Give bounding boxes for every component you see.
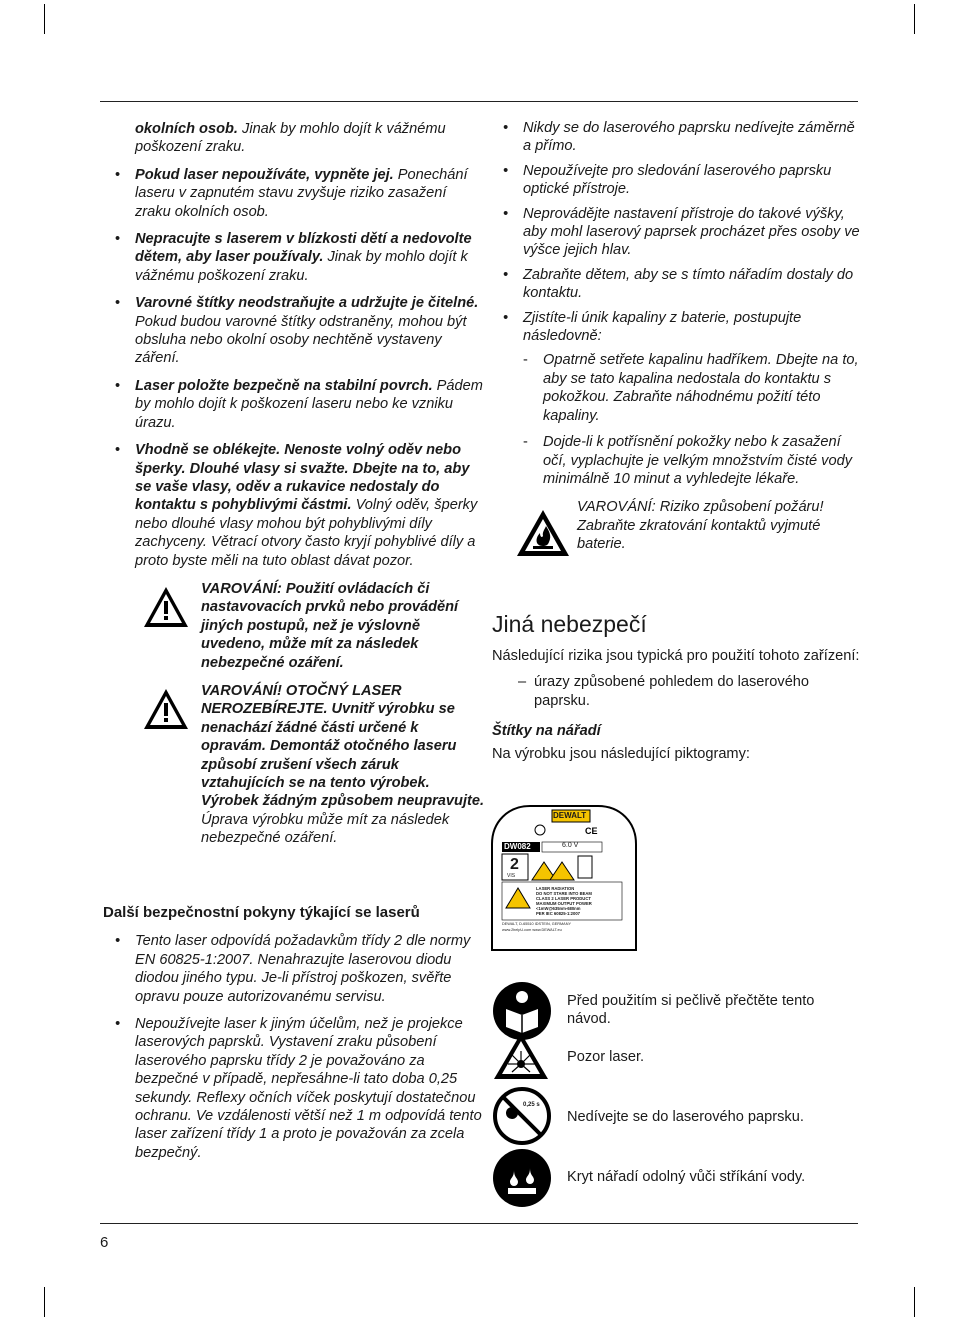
bullet-text: Jinak by mohlo dojít k vážnému poškození zraku. <box>135 121 446 156</box>
bullet-text: Varovné štítky neodstraňujte a udržujte je čitelné. <box>135 295 479 312</box>
warning-triangle-icon <box>143 688 189 730</box>
right-bullet <box>503 266 863 303</box>
pictogram-time: 0,25 s <box>523 1102 540 1108</box>
dash-text: Dojde-li k potřísnění pokožky nebo k zasažení očí, vyplachujte je velkým množstvím čisté vody minimálně 10 minut a vyhledejte lékaře. <box>543 434 853 487</box>
fire-warning-text: VAROVÁNÍ: Riziko způsobení požáru! Zabraňte zkratování kontaktů vyjmuté baterie. <box>577 499 824 553</box>
section-bullet <box>115 932 483 1006</box>
bullet-item <box>115 166 485 221</box>
dash-text: Opatrně setřete kapalinu hadříkem. Dbejte na to, aby se tato kapalina nedostala do kontaktu s pokožkou. Zabraňte náhodnému požití této kapaliny. <box>543 352 859 424</box>
bullet-item <box>115 294 485 368</box>
bullet-text: Vhodně se oblékejte. Nenoste volný oděv nebo šperky. Dlouhé vlasy si svažte. Dbejte na to, aby se vaše vlasy, oděv a rukavice nedostaly do kontaktu s pohyblivými částmi. <box>135 442 470 514</box>
label-brand: DEWALT <box>553 811 587 820</box>
risk-item-text: úrazy způsobené pohledem do laserového paprsku. <box>534 674 810 709</box>
warning-text-part: Úprava výrobku může mít za následek nebezpečné ozáření. <box>201 811 450 847</box>
risk-item <box>492 673 862 710</box>
right-bullet-text: Zjistíte-li únik kapaliny z baterie, postupujte následovně: <box>523 309 802 345</box>
pictogram-text-laser: Pozor laser. <box>567 1049 645 1065</box>
pictogram-text-read: Před použitím si pečlivě přečtěte tento návod. <box>567 993 815 1028</box>
label-voltage: 6.0 V <box>562 842 579 849</box>
other-hazards-intro: Následující rizika jsou typická pro použití tohoto zařízení: <box>492 648 860 664</box>
warning-block <box>135 682 485 848</box>
bullet-text: okolních osob. <box>135 121 238 137</box>
right-dashes <box>515 351 863 488</box>
warning-text-part: VAROVÁNÍ: Použití ovládacích či nastavovacích prvků nebo provádění jiných postupů, než je výslovně uvedeno, může mít za následek nebezpečné ozáření. <box>201 580 459 671</box>
bullet-text: Pokud laser nepoužíváte, vypněte jej. <box>135 166 394 183</box>
section-bullet-text: Nepoužívejte laser k jiným účelům, než je projekce laserových paprsků. Vystavení zraku působení laserového paprsku třídy 2 je považováno za bezpečné v případě, nepřesáhne-li tato doba 0,25 sekundy. Reflexy očních víček poskytují dostatečnou ochranu. Ve vzdálenosti větší než 1 m odpovídá tento laser zařízení třídy 1 a proto je považován za zcela bezpečný. <box>135 1016 482 1161</box>
bullet-mark: • <box>115 1016 121 1033</box>
crop-mark <box>44 4 45 34</box>
bullet-mark: • <box>503 266 509 283</box>
bullet-mark: • <box>503 120 509 136</box>
right-bullet <box>503 309 863 346</box>
warning-text-part: VAROVÁNÍ! OTOČNÝ LASER NEROZEBÍREJTE. Uvnitř výrobku se nenachází žádné části určené k opravám. Demontáž otočného laseru způsobí zrušení všech záruk vztahujících se na tento výrobek. Výrobek žádným způsobem neupravujte. <box>201 682 485 810</box>
dash-mark: – <box>518 674 527 691</box>
right-column <box>503 119 863 560</box>
right-bullet <box>503 205 863 260</box>
fire-warning <box>503 498 863 553</box>
page-number: 6 <box>100 1234 109 1251</box>
right-bullet <box>503 119 863 156</box>
bullet-text: Pádem by mohlo dojít k poškození laseru nebo ke vzniku úrazu. <box>135 377 483 431</box>
footer-rule <box>100 1223 858 1224</box>
bullet-mark: • <box>115 231 121 248</box>
bullet-mark: • <box>503 309 509 326</box>
bullet-text: Ponechání laseru v zapnutém stavu zvyšuje riziko zasažení zraku okolních osob. <box>135 166 468 220</box>
bullet-text: Volný oděv, šperky nebo dlouhé vlasy mohou být pohyblivými díly zachyceny. Větrací otvory často kryjí pohyblivé díly a proto byste měli na tuto oblast dávat pozor. <box>135 497 478 569</box>
svg-text:CE: CE <box>585 826 598 836</box>
label-class: 2 <box>510 856 519 873</box>
label-vis: VIS <box>507 873 516 879</box>
crop-mark <box>914 4 915 34</box>
warning-text <box>201 580 485 672</box>
right-bullet-text: Nepoužívejte pro sledování laserového paprsku optické přístroje. <box>523 162 832 198</box>
warning-block <box>135 580 485 672</box>
label-address: DEWALT, D-65510 IDSTEIN, GERMANY <box>502 922 571 926</box>
bullet-mark: • <box>503 205 509 222</box>
section-title: Další bezpečnostní pokyny týkající se laserů <box>103 904 420 921</box>
other-hazards <box>492 611 862 763</box>
dash-item <box>515 433 863 488</box>
label-web: www.2helpU.com www.DEWALT.eu <box>502 928 562 932</box>
bullet-text: Nepracujte s laserem v blízkosti dětí a nedovolte dětem, aby laser používaly. <box>135 231 472 266</box>
no-stare-icon <box>492 1086 552 1146</box>
fire-warning-icon <box>515 508 571 558</box>
label-line: LASER RADIATION <box>536 886 575 891</box>
crop-mark <box>44 1287 45 1317</box>
label-warning-lines <box>536 886 592 916</box>
no-stare-pictogram <box>492 1086 552 1146</box>
section-bullets <box>115 932 483 1162</box>
dash-item <box>515 351 863 425</box>
label-line: DO NOT STARE INTO BEAM <box>536 891 592 896</box>
pictogram-text-splash: Kryt nářadí odolný vůči stříkání vody. <box>567 1169 806 1185</box>
bullet-mark: • <box>115 933 121 950</box>
right-bullet-text: Nikdy se do laserového paprsku nedívejte záměrně a přímo. <box>523 120 855 155</box>
bullet-text: Pokud budou varovné štítky odstraněny, mohou být obsluha nebo okolní osoby nechtěně vystaveny záření. <box>135 313 467 367</box>
bullet-item <box>115 377 485 432</box>
bullet-item <box>115 120 485 157</box>
dash-mark: - <box>523 352 528 369</box>
bullet-text: Laser položte bezpečně na stabilní povrch. <box>135 377 433 394</box>
laser-warning-icon <box>492 1031 550 1081</box>
pictogram-text-stare: Nedívejte se do laserového paprsku. <box>567 1109 804 1125</box>
right-bullet-text: Zabraňte dětem, aby se s tímto nářadím dostaly do kontaktu. <box>523 266 854 302</box>
product-label <box>490 804 638 952</box>
label-model: DW082 <box>504 842 531 851</box>
section-bullet-text: Tento laser odpovídá požadavkům třídy 2 dle normy EN 60825-1:2007. Nenahrazujte laserovou diodu diodou jiného typu. Je-li přístroj poškozen, svěřte opravu pouze autorizovanému servisu. <box>135 933 471 1005</box>
label-line: CLASS 2 LASER PRODUCT <box>536 896 591 901</box>
right-bullet <box>503 162 863 199</box>
label-line: PER IEC 60825-1:2007 <box>536 911 580 916</box>
bullet-mark: • <box>115 377 121 394</box>
other-hazards-heading: Jiná nebezpečí <box>492 611 647 637</box>
warning-text <box>201 682 485 848</box>
label-line: <1mW@635nm-680nm <box>536 906 581 911</box>
bullet-text: Jinak by mohlo dojít k vážnému poškození zraku. <box>135 249 468 284</box>
labels-intro: Na výrobku jsou následující piktogramy: <box>492 745 750 762</box>
left-bullets <box>115 120 485 570</box>
header-rule <box>100 101 858 102</box>
section-bullet <box>115 1015 483 1162</box>
warning-triangle-icon <box>143 586 189 628</box>
splash-proof-icon <box>492 1148 552 1208</box>
bullet-mark: • <box>503 162 509 179</box>
bullet-item <box>115 230 485 285</box>
bullet-mark: • <box>115 442 121 459</box>
laser-safety-section <box>103 904 483 1171</box>
right-bullets <box>503 119 863 345</box>
right-bullet-text: Neprovádějte nastavení přístroje do takové výšky, aby mohl laserový paprsek procházet přes osoby ve výšce jejich hlav. <box>523 205 860 259</box>
left-column <box>115 120 485 854</box>
bullet-mark: • <box>115 166 121 183</box>
dash-mark: - <box>523 434 528 451</box>
left-warnings <box>135 580 485 848</box>
label-line: MAXIMUM OUTPUT POWER <box>536 901 592 906</box>
bullet-item <box>115 441 485 570</box>
bullet-mark: • <box>115 295 121 312</box>
labels-subheading: Štítky na nářadí <box>492 723 601 740</box>
crop-mark <box>914 1287 915 1317</box>
